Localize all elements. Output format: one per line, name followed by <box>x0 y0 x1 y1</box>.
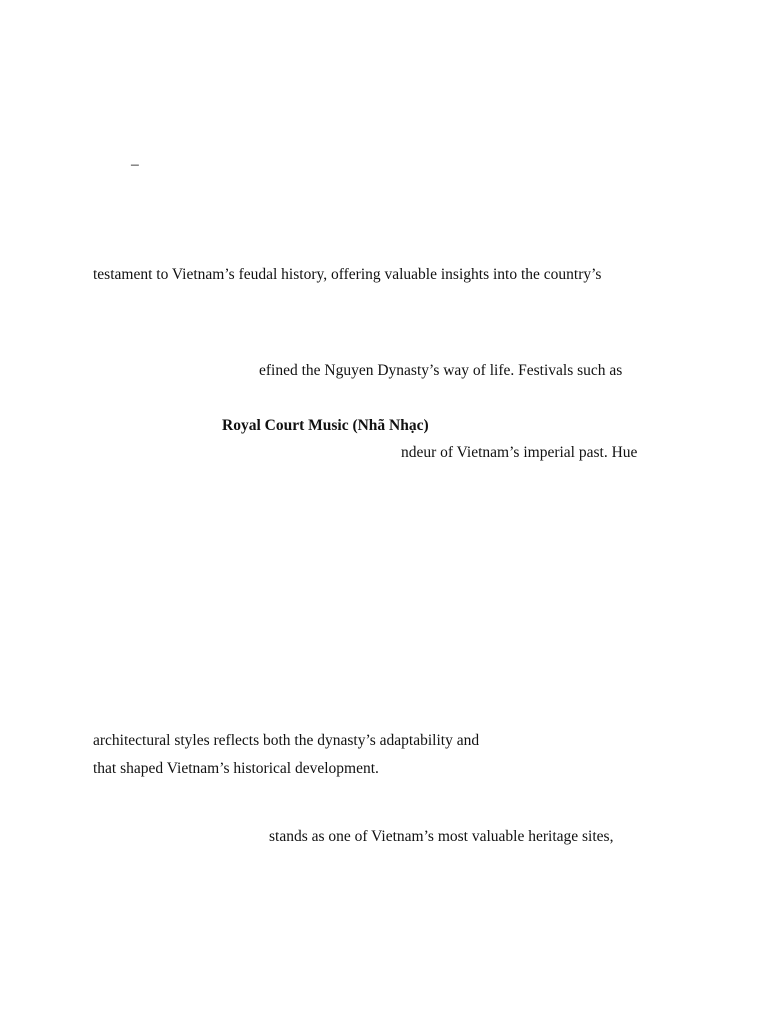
dash-mark: – <box>131 156 139 173</box>
text-line: ndeur of Vietnam’s imperial past. Hue <box>401 444 638 461</box>
text-line: stands as one of Vietnam’s most valuable heritage sites, <box>269 828 614 845</box>
text-line: architectural styles reflects both the dynasty’s adaptability and <box>93 732 480 749</box>
text-line: testament to Vietnam’s feudal history, offering valuable insights into the country’s <box>93 266 602 283</box>
section-heading: Royal Court Music (Nhã Nhạc) <box>222 417 429 434</box>
text-line: efined the Nguyen Dynasty’s way of life. Festivals such as <box>259 362 623 379</box>
text-line: that shaped Vietnam’s historical development. <box>93 760 379 777</box>
